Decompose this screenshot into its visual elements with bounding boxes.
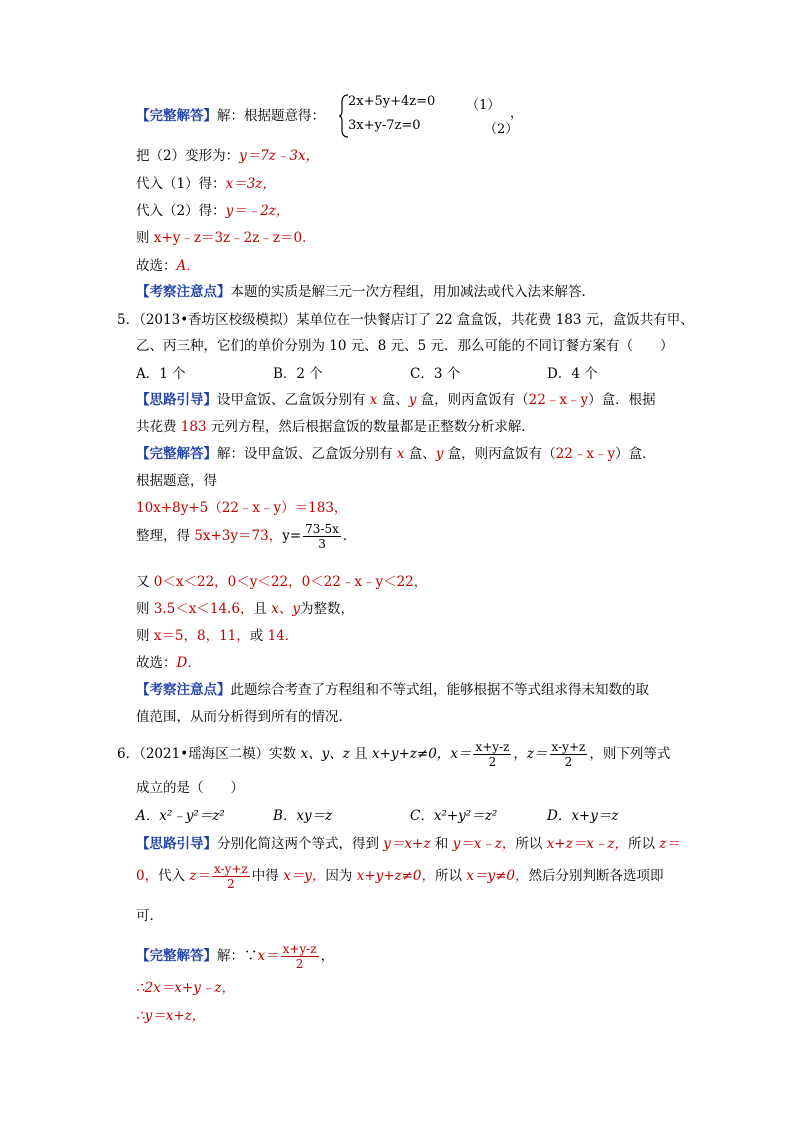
q5-solution-line-7: 则 x＝5，8，11，或 14． [136, 628, 299, 644]
question-number: 6． [117, 746, 140, 762]
q5-solution-line-4: 整理，得 5x+3y＝73，y= $\frac{73-5x}{3}$ ． [136, 522, 357, 551]
q5-options [136, 364, 684, 384]
q6-hint-line-3: 可． [136, 908, 163, 924]
p4-answer: 故选：A． [136, 258, 200, 274]
option-c: C．x²+y²＝z² [410, 808, 498, 824]
q6-stem-line-1: 6．（2021•瑶海区二模）实数 x、y、z 且 x+y+z≠0，x＝ $\frac{x+y-z}{2}$ ，z＝ $\frac{x-y+z}{2}$ ，则下列等式 [117, 740, 671, 769]
p4-line-1: 把（2）变形为：y＝7z﹣3x， [136, 148, 320, 164]
p4-note: 【考察注意点】本题的实质是解三元一次方程组，用加减法或代入法来解答． [136, 284, 595, 300]
q5-note-line-1: 【考察注意点】此题综合考查了方程组和不等式组，能够根据不等式组求得未知数的取 [136, 682, 649, 698]
fraction: $\frac{x-y+z}{2}$ [551, 740, 586, 769]
complete-solution-tag: 【完整解答】 [136, 446, 217, 462]
q5-hint-line-2: 共花费 183 元列方程，然后根据盒饭的数量都是正整数分析求解． [136, 419, 535, 435]
option-b: B．2 个 [273, 366, 323, 382]
option-b: B．xy＝z [273, 808, 333, 824]
q5-answer: 故选：D． [136, 655, 201, 671]
fraction: $\frac{x+y-z}{2}$ [282, 942, 317, 971]
q6-solution-line-3: ∴y＝x+z， [136, 1008, 206, 1024]
fraction: $\frac{x-y+z}{2}$ [214, 862, 248, 891]
note-tag: 【考察注意点】 [136, 682, 231, 698]
option-d: D．4 个 [547, 366, 598, 382]
q5-solution-line-5: 又 0＜x＜22，0＜y＜22，0＜22﹣x﹣y＜22， [136, 574, 428, 590]
fraction: $\frac{x+y-z}{2}$ [475, 740, 510, 769]
q6-options [136, 806, 684, 826]
p4-line-3: 代入（2）得：y＝﹣2z， [136, 203, 290, 219]
fraction: $\frac{73-5x}{3}$ [305, 522, 339, 551]
q5-solution-line-6: 则 3.5＜x＜14.6，且 x、y为整数， [136, 601, 354, 617]
option-c: C．3 个 [410, 366, 461, 382]
p4-line-2: 代入（1）得：x＝3z， [136, 176, 276, 192]
p4-line-4: 则 x+y﹣z＝3z﹣2z﹣z＝0． [136, 230, 316, 246]
q6-hint-line-2: 0，代入 z＝ $\frac{x-y+z}{2}$ 中得 x＝y，因为 x+y+z≠0，所以 x＝y≠0，然后分别判断各选项即 [136, 862, 664, 891]
q6-solution-line-1: 【完整解答】解：∵x＝ $\frac{x+y-z}{2}$ ， [136, 942, 335, 971]
q5-hint-line-1: 【思路引导】设甲盒饭、乙盒饭分别有 x 盒、y 盒，则丙盒饭有（22﹣x﹣y）盒．根据 [136, 392, 656, 408]
option-a: A．1 个 [136, 366, 186, 382]
note-tag: 【考察注意点】 [136, 284, 231, 300]
equation-1: 2x+5y+4z=0 [348, 94, 436, 109]
q5-note-line-2: 值范围，从而分析得到所有的情况． [136, 709, 352, 725]
option-a: A．x²﹣y²＝z² [136, 808, 225, 824]
equation-1-label: （1） [466, 98, 501, 113]
q5-stem-line-1: 5．（2013•香坊区校级模拟）某单位在一快餐店订了 22 盒盒饭，共花费 183 元，盒饭共有甲、 [117, 312, 694, 328]
q5-solution-line-1: 【完整解答】解：设甲盒饭、乙盒饭分别有 x 盒、y 盒，则丙盒饭有（22﹣x﹣y）盒． [136, 446, 656, 462]
equation-system [338, 94, 538, 138]
complete-solution-tag: 【完整解答】 [136, 108, 217, 124]
complete-solution-tag: 【完整解答】 [136, 948, 217, 964]
q5-solution-line-2: 根据题意，得 [136, 473, 217, 489]
q6-hint-line-1: 【思路引导】分别化简这两个等式，得到 y＝x+z 和 y＝x﹣z，所以 x+z＝x﹣z，所以 z＝ [136, 836, 680, 852]
equation-2-label: （2） [484, 122, 519, 137]
option-d: D．x+y＝z [547, 808, 619, 824]
question-number: 5． [117, 312, 140, 328]
q5-solution-line-3: 10x+8y+5（22﹣x﹣y）＝183， [136, 500, 348, 516]
equation-2: 3x+y-7z=0 [348, 118, 421, 133]
q5-stem-line-2: 乙、丙三种，它们的单价分别为 10 元、8 元、5 元．那么可能的不同订餐方案有（ ） [136, 338, 674, 354]
q6-solution-line-2: ∴2x＝x+y﹣z， [136, 980, 235, 996]
p4-solution-intro: 【完整解答】解：根据题意得： [136, 108, 325, 124]
system-comma: ， [510, 106, 524, 121]
hint-tag: 【思路引导】 [136, 836, 217, 852]
hint-tag: 【思路引导】 [136, 392, 217, 408]
q6-stem-line-2: 成立的是（ ） [136, 780, 244, 796]
